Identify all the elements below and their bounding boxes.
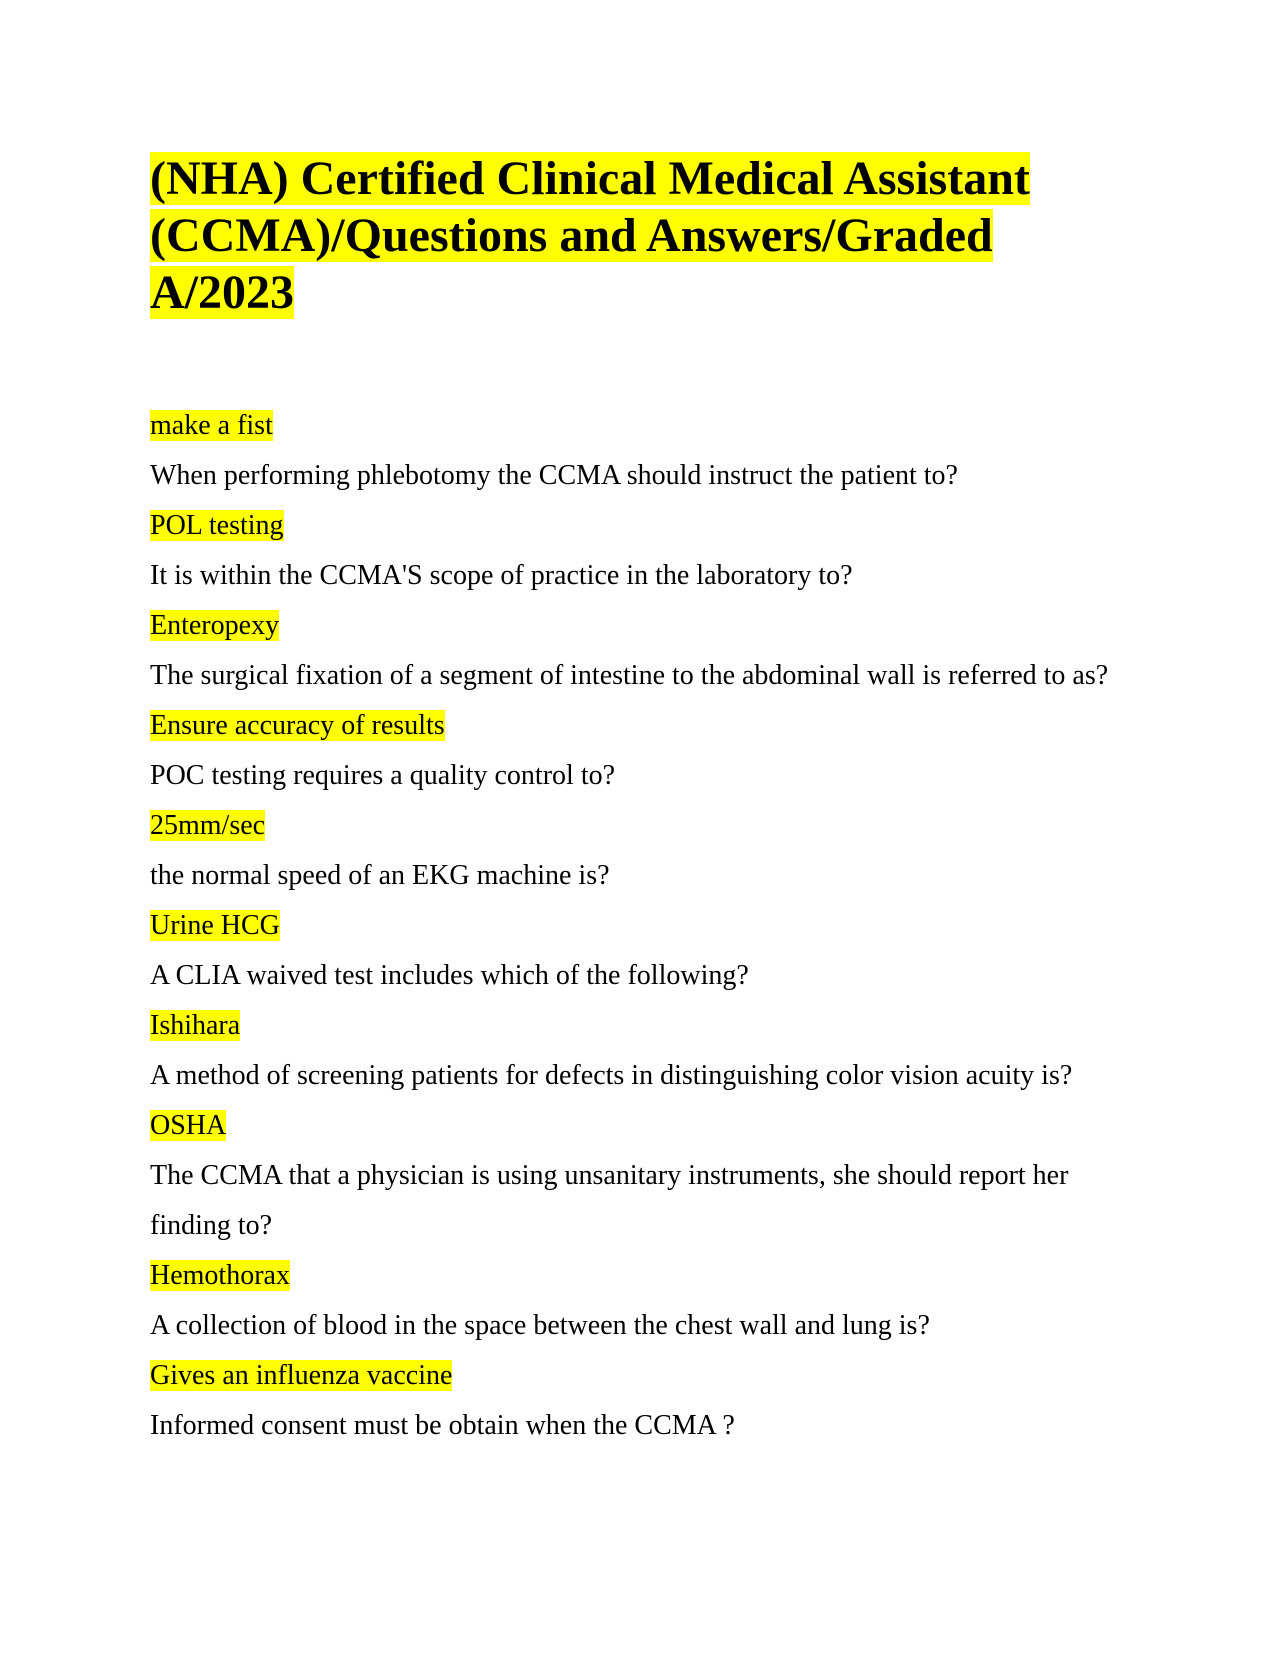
qa-item bbox=[150, 701, 1130, 801]
question-text: the normal speed of an EKG machine is? bbox=[150, 860, 610, 891]
qa-item bbox=[150, 1351, 1130, 1451]
qa-item bbox=[150, 401, 1130, 501]
answer-highlight: Ensure accuracy of results bbox=[150, 710, 445, 741]
answer-highlight: 25mm/sec bbox=[150, 810, 266, 841]
answer-highlight: make a fist bbox=[150, 410, 273, 441]
question-text: When performing phlebotomy the CCMA should instruct the patient to? bbox=[150, 460, 958, 491]
answer-text bbox=[150, 901, 1130, 951]
question-text: A method of screening patients for defects in distinguishing color vision acuity is? bbox=[150, 1060, 1073, 1091]
qa-item bbox=[150, 1101, 1130, 1251]
question-text: A collection of blood in the space between the chest wall and lung is? bbox=[150, 1310, 930, 1341]
answer-text bbox=[150, 801, 1130, 851]
question-text: A CLIA waived test includes which of the following? bbox=[150, 960, 749, 991]
question-text: The CCMA that a physician is using unsanitary instruments, she should report her finding to? bbox=[150, 1160, 1069, 1241]
answer-highlight: OSHA bbox=[150, 1110, 227, 1141]
answer-highlight: Hemothorax bbox=[150, 1260, 290, 1291]
answer-highlight: Ishihara bbox=[150, 1010, 241, 1041]
qa-item bbox=[150, 801, 1130, 901]
question-text: POC testing requires a quality control to? bbox=[150, 760, 616, 791]
answer-text bbox=[150, 701, 1130, 751]
title-text: (NHA) Certified Clinical Medical Assistant (CCMA)/Questions and Answers/Graded A/2023 bbox=[150, 152, 1030, 319]
answer-text bbox=[150, 1101, 1130, 1151]
answer-highlight: POL testing bbox=[150, 510, 284, 541]
qa-item bbox=[150, 901, 1130, 1001]
answer-text bbox=[150, 501, 1130, 551]
qa-item bbox=[150, 601, 1130, 701]
question-text: It is within the CCMA'S scope of practice in the laboratory to? bbox=[150, 560, 853, 591]
document-content bbox=[150, 150, 1130, 1451]
question-text: Informed consent must be obtain when the CCMA ? bbox=[150, 1410, 735, 1441]
qa-item bbox=[150, 501, 1130, 601]
answer-highlight: Urine HCG bbox=[150, 910, 280, 941]
answer-text bbox=[150, 1251, 1130, 1301]
qa-item bbox=[150, 1001, 1130, 1101]
qa-list bbox=[150, 401, 1130, 1451]
answer-text bbox=[150, 1001, 1130, 1051]
question-text: The surgical fixation of a segment of intestine to the abdominal wall is referred to as? bbox=[150, 660, 1109, 691]
answer-text bbox=[150, 401, 1130, 451]
document-title bbox=[150, 150, 1130, 321]
answer-highlight: Gives an influenza vaccine bbox=[150, 1360, 453, 1391]
answer-highlight: Enteropexy bbox=[150, 610, 280, 641]
answer-text bbox=[150, 601, 1130, 651]
answer-text bbox=[150, 1351, 1130, 1401]
qa-item bbox=[150, 1251, 1130, 1351]
